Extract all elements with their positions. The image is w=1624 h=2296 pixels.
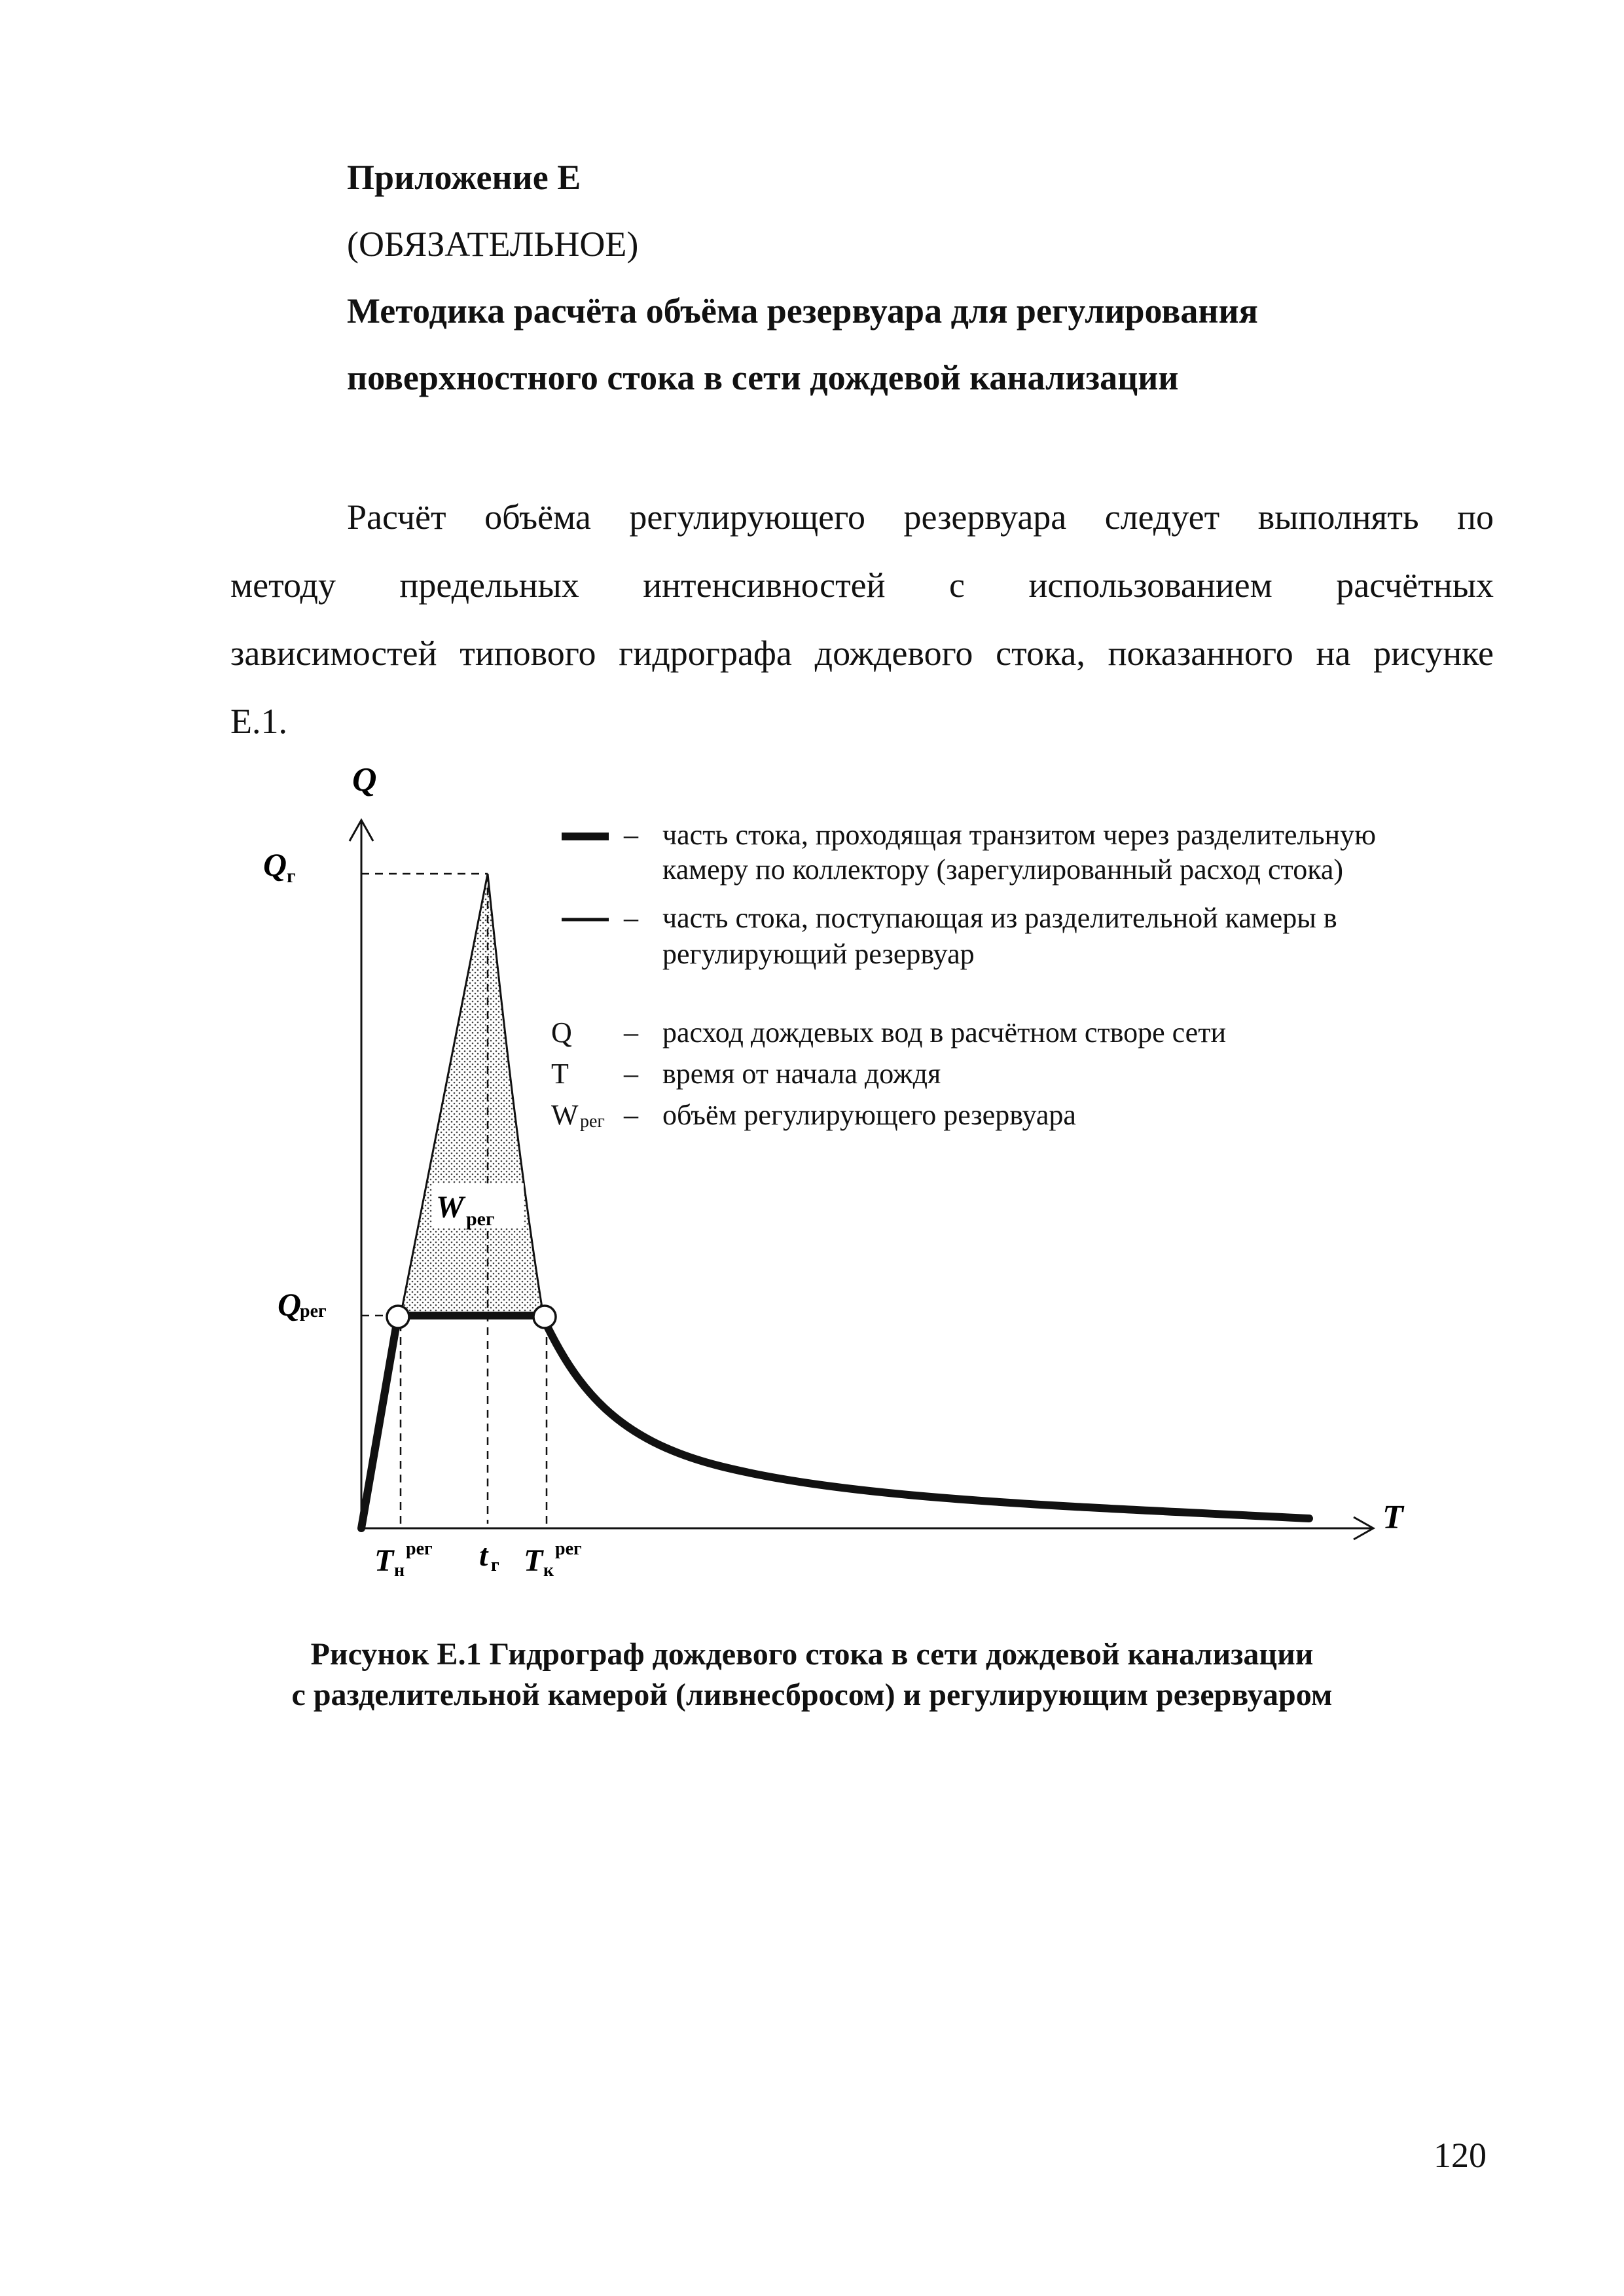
legend-dash-5: – — [624, 1099, 638, 1131]
body-line-3: зависимостей типового гидрографа дождевого стока, показанного на рисунке — [230, 634, 1494, 673]
w-reg-label-sub: рег — [466, 1208, 495, 1230]
tg-label-sub: г — [491, 1555, 499, 1575]
legend-thin-text-2: регулирующий резервуар — [662, 938, 975, 970]
page-number: 120 — [1434, 2136, 1487, 2175]
x-axis-label: T — [1382, 1499, 1403, 1536]
legend-w-symbol-sub: рег — [580, 1111, 605, 1132]
body-line-1: Расчёт объёма регулирующего резервуара следует выполнять по — [347, 497, 1494, 537]
legend-t-text: время от начала дождя — [662, 1058, 941, 1090]
start-regulation-point — [387, 1306, 409, 1328]
w-reg-area — [401, 874, 543, 1316]
w-reg-label: W — [436, 1190, 464, 1225]
appendix-title: Приложение Е — [347, 158, 581, 197]
legend-t-symbol: T — [551, 1058, 569, 1090]
transit-flow-curve — [361, 1316, 1309, 1528]
qg-label-sub: г — [287, 865, 296, 887]
legend-dash-1: – — [624, 819, 638, 851]
figure-caption-line2: с разделительной камерой (ливнесбросом) и регулирующим резервуаром — [291, 1677, 1333, 1712]
legend-dash-2: – — [624, 902, 638, 934]
y-axis-label: Q — [352, 761, 377, 798]
section-title-line2: поверхностного стока в сети дождевой канализации — [347, 358, 1179, 397]
tn-label-sub: н — [394, 1560, 405, 1581]
tk-label-sub: к — [543, 1560, 554, 1581]
qg-label: Q — [263, 846, 287, 883]
figure-caption-line1: Рисунок Е.1 Гидрограф дождевого стока в сети дождевой канализации — [310, 1637, 1314, 1672]
legend-thick-text-1: часть стока, проходящая транзитом через разделительную — [662, 819, 1376, 851]
legend-thin-text-1: часть стока, поступающая из разделительной камеры в — [662, 902, 1337, 934]
end-regulation-point — [533, 1306, 556, 1328]
tk-label: T — [524, 1543, 543, 1578]
legend-dash-3: – — [624, 1016, 638, 1049]
section-title-line1: Методика расчёта объёма резервуара для регулирования — [347, 291, 1258, 331]
tg-label: t — [479, 1538, 488, 1573]
legend-dash-4: – — [624, 1058, 638, 1090]
tn-label: T — [374, 1543, 394, 1578]
legend-q-symbol: Q — [551, 1016, 572, 1049]
legend-w-symbol: W — [551, 1099, 579, 1131]
qreg-label: Q — [278, 1286, 302, 1323]
legend-q-text: расход дождевых вод в расчётном створе сети — [662, 1016, 1226, 1049]
legend-w-text: объём регулирующего резервуара — [662, 1099, 1076, 1131]
qreg-label-sub: рег — [300, 1301, 327, 1321]
legend-thick-text-2: камеру по коллектору (зарегулированный расход стока) — [662, 853, 1344, 886]
body-line-4: Е.1. — [230, 702, 287, 741]
tk-label-sup: рег — [555, 1539, 582, 1559]
appendix-status: (ОБЯЗАТЕЛЬНОЕ) — [347, 224, 639, 264]
body-line-2: методу предельных интенсивностей с использованием расчётных — [230, 565, 1494, 605]
tn-label-sup: рег — [406, 1539, 433, 1559]
